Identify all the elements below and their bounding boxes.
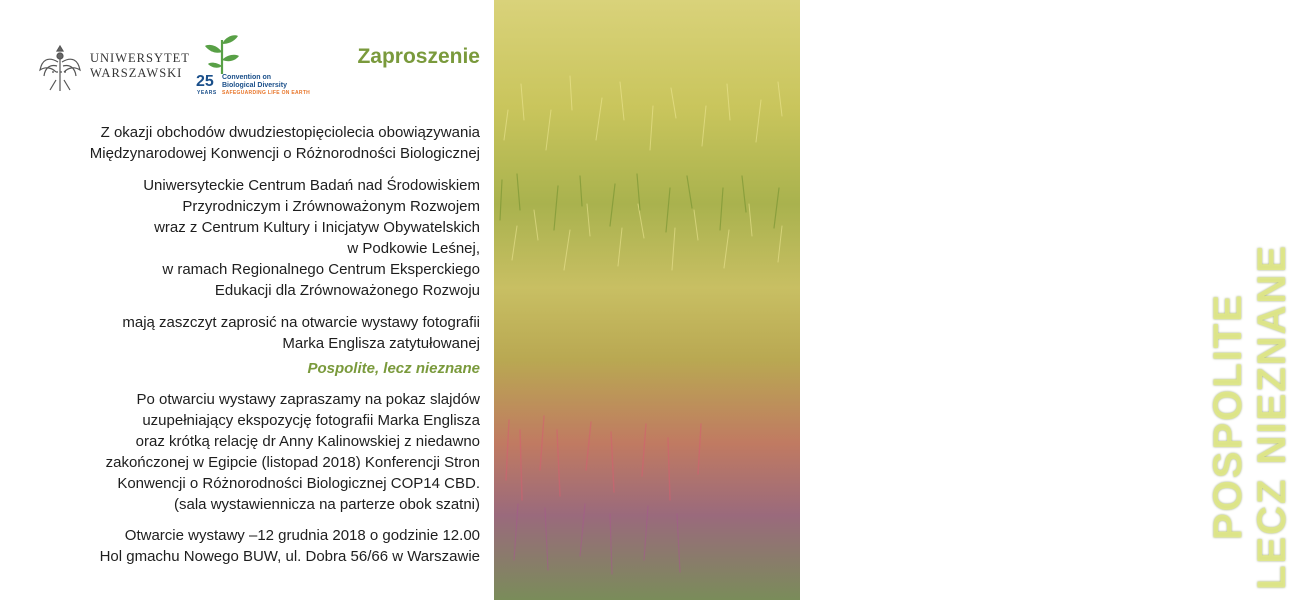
text-line: (sala wystawiennicza na parterze obok szatni): [174, 496, 480, 513]
plant-sprout-icon: [202, 32, 242, 76]
cbd-name-line2: Biological Diversity: [222, 82, 287, 89]
exhibition-title: Pospolite, lecz nieznane: [307, 360, 480, 377]
text-line: Międzynarodowej Konwencji o Różnorodności Biologicznej: [89, 145, 480, 162]
organizers-paragraph: [143, 175, 480, 301]
text-line: wraz z Centrum Kultury i Inicjatyw Obywatelskich: [154, 219, 480, 236]
program-paragraph: [106, 389, 480, 515]
poster-title-line2: LECZ NIEZNANE: [1250, 244, 1294, 590]
text-line: Konwencji o Różnorodności Biologicznej COP14 CBD.: [117, 475, 480, 492]
text-line: Edukacji dla Zrównoważonego Rozwoju: [214, 282, 480, 299]
text-line: zakończonej w Egipcie (listopad 2018) Konferencji Stron: [105, 454, 480, 471]
cbd-tagline: SAFEGUARDING LIFE ON EARTH: [222, 90, 311, 96]
text-line: Otwarcie wystawy –12 grudnia 2018 o godzinie 12.00: [124, 527, 480, 544]
invitation-heading: Zaproszenie: [357, 45, 480, 68]
meadow-grass-texture: [494, 0, 800, 600]
text-line: w Podkowie Leśnej,: [347, 240, 480, 257]
text-line: uzupełniający ekspozycję fotografii Marka Englisza: [142, 412, 480, 429]
text-line: Uniwersyteckie Centrum Badań nad Środowiskiem: [143, 177, 480, 194]
intro-paragraph: [90, 122, 480, 164]
invitation-text-panel: [0, 0, 494, 600]
invitation-paragraph: [122, 312, 480, 354]
text-line: oraz krótką relację dr Anny Kalinowskiej z niedawno: [135, 433, 480, 450]
text-line: Hol gmachu Nowego BUW, ul. Dobra 56/66 w Warszawie: [99, 548, 480, 565]
university-name-line2: WARSZAWSKI: [90, 66, 183, 80]
cbd-logo: [196, 32, 336, 102]
text-line: Po otwarciu wystawy zapraszamy na pokaz slajdów: [136, 391, 480, 408]
cbd-name: [222, 74, 332, 90]
cbd-anniversary-label: YEARS: [197, 90, 217, 96]
text-line: Z okazji obchodów dwudziestopięciolecia obowiązywania: [100, 124, 480, 141]
university-logo: [38, 42, 190, 98]
cbd-anniversary-number: 25: [196, 73, 214, 90]
text-line: Marka Englisza zatytułowanej: [282, 335, 480, 352]
text-line: Przyrodniczym i Zrównoważonym Rozwojem: [182, 198, 480, 215]
cbd-name-line1: Convention on: [222, 74, 271, 81]
date-location-paragraph: [100, 525, 480, 567]
meadow-photo: [494, 0, 1294, 600]
text-line: w ramach Regionalnego Centrum Eksperckiego: [162, 261, 480, 278]
eagle-emblem-icon: [38, 42, 82, 94]
text-line: mają zaszczyt zaprosić na otwarcie wystawy fotografii: [122, 314, 480, 331]
university-name: [90, 51, 190, 81]
poster-title-line1: POSPOLITE: [1206, 293, 1250, 540]
university-name-line1: UNIWERSYTET: [90, 51, 190, 65]
